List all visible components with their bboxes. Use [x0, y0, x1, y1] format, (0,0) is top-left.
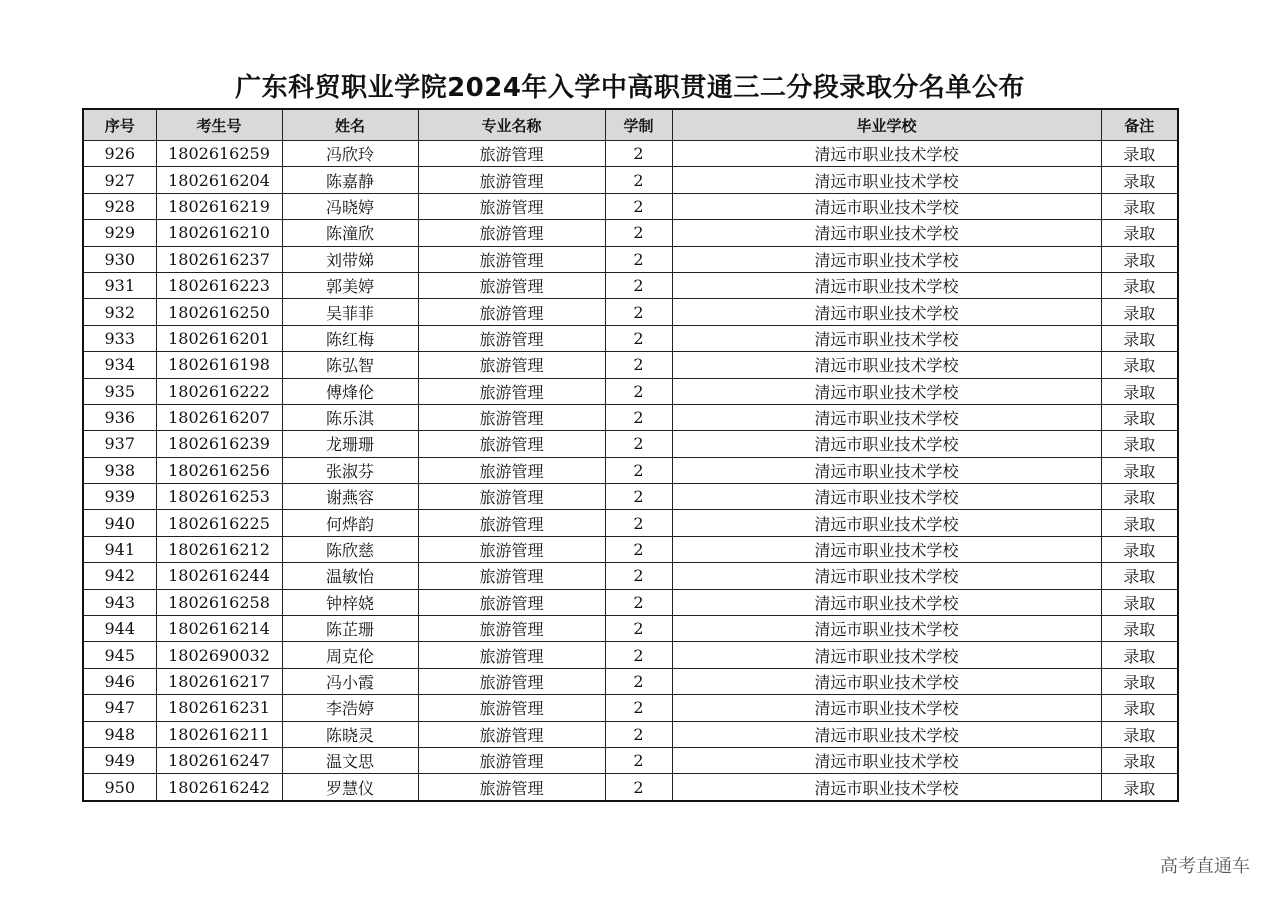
cell-duration: 2 — [605, 563, 672, 589]
table-row — [83, 721, 1178, 747]
cell-exam-number: 1802616231 — [156, 695, 282, 721]
cell-name: 陈弘智 — [282, 352, 418, 378]
cell-exam-number: 1802616237 — [156, 246, 282, 272]
header-serial: 序号 — [83, 109, 156, 141]
cell-remark: 录取 — [1101, 220, 1178, 246]
table-row — [83, 563, 1178, 589]
table-row — [83, 510, 1178, 536]
cell-major: 旅游管理 — [418, 536, 605, 562]
cell-name: 李浩婷 — [282, 695, 418, 721]
cell-duration: 2 — [605, 484, 672, 510]
cell-exam-number: 1802616214 — [156, 616, 282, 642]
table-row — [83, 299, 1178, 325]
cell-serial: 943 — [83, 589, 156, 615]
cell-duration: 2 — [605, 642, 672, 668]
cell-serial: 937 — [83, 431, 156, 457]
cell-name: 陈潼欣 — [282, 220, 418, 246]
cell-school: 清远市职业技术学校 — [672, 352, 1101, 378]
cell-serial: 945 — [83, 642, 156, 668]
cell-duration: 2 — [605, 325, 672, 351]
cell-school: 清远市职业技术学校 — [672, 695, 1101, 721]
cell-exam-number: 1802616217 — [156, 668, 282, 694]
cell-exam-number: 1802616225 — [156, 510, 282, 536]
table-row — [83, 616, 1178, 642]
cell-remark: 录取 — [1101, 747, 1178, 773]
table-body — [83, 141, 1178, 801]
cell-major: 旅游管理 — [418, 616, 605, 642]
cell-serial: 949 — [83, 747, 156, 773]
header-exam-number: 考生号 — [156, 109, 282, 141]
cell-name: 何烨韵 — [282, 510, 418, 536]
header-name: 姓名 — [282, 109, 418, 141]
table-row — [83, 272, 1178, 298]
cell-major: 旅游管理 — [418, 721, 605, 747]
cell-major: 旅游管理 — [418, 325, 605, 351]
cell-name: 陈芷珊 — [282, 616, 418, 642]
cell-duration: 2 — [605, 404, 672, 430]
table-row — [83, 774, 1178, 801]
cell-major: 旅游管理 — [418, 563, 605, 589]
table-row — [83, 220, 1178, 246]
document-title: 广东科贸职业学院2024年入学中高职贯通三二分段录取分名单公布 — [235, 73, 1025, 103]
table-row — [83, 431, 1178, 457]
cell-school: 清远市职业技术学校 — [672, 220, 1101, 246]
header-major: 专业名称 — [418, 109, 605, 141]
cell-name: 钟梓娆 — [282, 589, 418, 615]
cell-serial: 929 — [83, 220, 156, 246]
cell-serial: 936 — [83, 404, 156, 430]
cell-school: 清远市职业技术学校 — [672, 167, 1101, 193]
cell-major: 旅游管理 — [418, 220, 605, 246]
cell-remark: 录取 — [1101, 536, 1178, 562]
table-row — [83, 141, 1178, 167]
cell-duration: 2 — [605, 510, 672, 536]
cell-duration: 2 — [605, 589, 672, 615]
cell-school: 清远市职业技术学校 — [672, 404, 1101, 430]
cell-serial: 950 — [83, 774, 156, 801]
table-row — [83, 589, 1178, 615]
cell-serial: 939 — [83, 484, 156, 510]
cell-remark: 录取 — [1101, 431, 1178, 457]
cell-serial: 932 — [83, 299, 156, 325]
table-row — [83, 325, 1178, 351]
cell-remark: 录取 — [1101, 774, 1178, 801]
cell-major: 旅游管理 — [418, 589, 605, 615]
cell-name: 温文思 — [282, 747, 418, 773]
cell-major: 旅游管理 — [418, 378, 605, 404]
cell-serial: 942 — [83, 563, 156, 589]
cell-exam-number: 1802690032 — [156, 642, 282, 668]
cell-duration: 2 — [605, 721, 672, 747]
cell-remark: 录取 — [1101, 246, 1178, 272]
cell-name: 陈乐淇 — [282, 404, 418, 430]
cell-serial: 928 — [83, 193, 156, 219]
cell-name: 谢燕容 — [282, 484, 418, 510]
cell-school: 清远市职业技术学校 — [672, 668, 1101, 694]
cell-major: 旅游管理 — [418, 246, 605, 272]
cell-school: 清远市职业技术学校 — [672, 193, 1101, 219]
cell-school: 清远市职业技术学校 — [672, 747, 1101, 773]
table-row — [83, 484, 1178, 510]
cell-duration: 2 — [605, 272, 672, 298]
cell-major: 旅游管理 — [418, 774, 605, 801]
cell-serial: 935 — [83, 378, 156, 404]
cell-major: 旅游管理 — [418, 193, 605, 219]
cell-major: 旅游管理 — [418, 167, 605, 193]
cell-serial: 931 — [83, 272, 156, 298]
cell-exam-number: 1802616204 — [156, 167, 282, 193]
cell-serial: 927 — [83, 167, 156, 193]
cell-school: 清远市职业技术学校 — [672, 536, 1101, 562]
cell-exam-number: 1802616250 — [156, 299, 282, 325]
cell-name: 龙珊珊 — [282, 431, 418, 457]
cell-duration: 2 — [605, 352, 672, 378]
table-row — [83, 536, 1178, 562]
cell-remark: 录取 — [1101, 141, 1178, 167]
cell-duration: 2 — [605, 457, 672, 483]
cell-serial: 948 — [83, 721, 156, 747]
cell-remark: 录取 — [1101, 272, 1178, 298]
cell-major: 旅游管理 — [418, 510, 605, 536]
cell-exam-number: 1802616219 — [156, 193, 282, 219]
cell-exam-number: 1802616198 — [156, 352, 282, 378]
table-row — [83, 378, 1178, 404]
cell-remark: 录取 — [1101, 642, 1178, 668]
table-row — [83, 457, 1178, 483]
cell-duration: 2 — [605, 141, 672, 167]
cell-school: 清远市职业技术学校 — [672, 616, 1101, 642]
cell-name: 冯晓婷 — [282, 193, 418, 219]
cell-exam-number: 1802616239 — [156, 431, 282, 457]
cell-name: 傅烽伦 — [282, 378, 418, 404]
cell-name: 陈晓灵 — [282, 721, 418, 747]
table-header-row — [83, 109, 1178, 141]
cell-major: 旅游管理 — [418, 352, 605, 378]
cell-name: 陈欣慈 — [282, 536, 418, 562]
cell-remark: 录取 — [1101, 457, 1178, 483]
table-row — [83, 352, 1178, 378]
cell-exam-number: 1802616211 — [156, 721, 282, 747]
cell-remark: 录取 — [1101, 589, 1178, 615]
cell-name: 周克伦 — [282, 642, 418, 668]
cell-name: 冯小霞 — [282, 668, 418, 694]
cell-remark: 录取 — [1101, 404, 1178, 430]
cell-major: 旅游管理 — [418, 141, 605, 167]
cell-duration: 2 — [605, 774, 672, 801]
cell-exam-number: 1802616258 — [156, 589, 282, 615]
cell-remark: 录取 — [1101, 352, 1178, 378]
cell-exam-number: 1802616244 — [156, 563, 282, 589]
table-row — [83, 695, 1178, 721]
table-row — [83, 167, 1178, 193]
cell-duration: 2 — [605, 536, 672, 562]
cell-duration: 2 — [605, 431, 672, 457]
cell-exam-number: 1802616256 — [156, 457, 282, 483]
cell-major: 旅游管理 — [418, 272, 605, 298]
cell-school: 清远市职业技术学校 — [672, 774, 1101, 801]
cell-remark: 录取 — [1101, 616, 1178, 642]
cell-remark: 录取 — [1101, 563, 1178, 589]
cell-serial: 930 — [83, 246, 156, 272]
cell-name: 温敏怡 — [282, 563, 418, 589]
cell-serial: 934 — [83, 352, 156, 378]
table-row — [83, 193, 1178, 219]
cell-remark: 录取 — [1101, 325, 1178, 351]
cell-name: 陈红梅 — [282, 325, 418, 351]
cell-school: 清远市职业技术学校 — [672, 431, 1101, 457]
watermark-text: 高考直通车 — [1160, 856, 1250, 877]
cell-duration: 2 — [605, 299, 672, 325]
admission-table — [82, 108, 1179, 802]
cell-serial: 940 — [83, 510, 156, 536]
header-remark: 备注 — [1101, 109, 1178, 141]
cell-serial: 944 — [83, 616, 156, 642]
cell-remark: 录取 — [1101, 378, 1178, 404]
cell-major: 旅游管理 — [418, 431, 605, 457]
cell-school: 清远市职业技术学校 — [672, 510, 1101, 536]
cell-major: 旅游管理 — [418, 642, 605, 668]
cell-major: 旅游管理 — [418, 747, 605, 773]
cell-duration: 2 — [605, 616, 672, 642]
cell-major: 旅游管理 — [418, 695, 605, 721]
cell-school: 清远市职业技术学校 — [672, 299, 1101, 325]
cell-remark: 录取 — [1101, 510, 1178, 536]
cell-exam-number: 1802616222 — [156, 378, 282, 404]
cell-major: 旅游管理 — [418, 404, 605, 430]
cell-name: 郭美婷 — [282, 272, 418, 298]
cell-school: 清远市职业技术学校 — [672, 378, 1101, 404]
cell-school: 清远市职业技术学校 — [672, 484, 1101, 510]
cell-exam-number: 1802616210 — [156, 220, 282, 246]
cell-exam-number: 1802616247 — [156, 747, 282, 773]
cell-name: 冯欣玲 — [282, 141, 418, 167]
cell-remark: 录取 — [1101, 721, 1178, 747]
cell-name: 罗慧仪 — [282, 774, 418, 801]
cell-school: 清远市职业技术学校 — [672, 642, 1101, 668]
cell-exam-number: 1802616253 — [156, 484, 282, 510]
cell-exam-number: 1802616242 — [156, 774, 282, 801]
cell-duration: 2 — [605, 220, 672, 246]
cell-name: 吴菲菲 — [282, 299, 418, 325]
cell-major: 旅游管理 — [418, 668, 605, 694]
cell-remark: 录取 — [1101, 668, 1178, 694]
cell-school: 清远市职业技术学校 — [672, 563, 1101, 589]
cell-duration: 2 — [605, 747, 672, 773]
cell-exam-number: 1802616259 — [156, 141, 282, 167]
cell-serial: 946 — [83, 668, 156, 694]
cell-serial: 947 — [83, 695, 156, 721]
cell-remark: 录取 — [1101, 695, 1178, 721]
cell-school: 清远市职业技术学校 — [672, 457, 1101, 483]
cell-school: 清远市职业技术学校 — [672, 721, 1101, 747]
cell-remark: 录取 — [1101, 299, 1178, 325]
cell-exam-number: 1802616207 — [156, 404, 282, 430]
header-school: 毕业学校 — [672, 109, 1101, 141]
table-row — [83, 747, 1178, 773]
cell-exam-number: 1802616223 — [156, 272, 282, 298]
cell-name: 刘带娣 — [282, 246, 418, 272]
cell-serial: 933 — [83, 325, 156, 351]
cell-exam-number: 1802616212 — [156, 536, 282, 562]
cell-school: 清远市职业技术学校 — [672, 246, 1101, 272]
cell-major: 旅游管理 — [418, 299, 605, 325]
cell-serial: 941 — [83, 536, 156, 562]
cell-name: 陈嘉静 — [282, 167, 418, 193]
cell-duration: 2 — [605, 695, 672, 721]
cell-name: 张淑芬 — [282, 457, 418, 483]
table-row — [83, 246, 1178, 272]
cell-serial: 926 — [83, 141, 156, 167]
header-duration: 学制 — [605, 109, 672, 141]
cell-major: 旅游管理 — [418, 457, 605, 483]
cell-major: 旅游管理 — [418, 484, 605, 510]
cell-exam-number: 1802616201 — [156, 325, 282, 351]
cell-duration: 2 — [605, 668, 672, 694]
cell-remark: 录取 — [1101, 484, 1178, 510]
cell-school: 清远市职业技术学校 — [672, 589, 1101, 615]
table-row — [83, 642, 1178, 668]
table-row — [83, 404, 1178, 430]
cell-serial: 938 — [83, 457, 156, 483]
cell-school: 清远市职业技术学校 — [672, 141, 1101, 167]
cell-duration: 2 — [605, 378, 672, 404]
cell-duration: 2 — [605, 246, 672, 272]
cell-school: 清远市职业技术学校 — [672, 272, 1101, 298]
cell-school: 清远市职业技术学校 — [672, 325, 1101, 351]
cell-remark: 录取 — [1101, 193, 1178, 219]
cell-duration: 2 — [605, 193, 672, 219]
cell-remark: 录取 — [1101, 167, 1178, 193]
cell-duration: 2 — [605, 167, 672, 193]
table-row — [83, 668, 1178, 694]
